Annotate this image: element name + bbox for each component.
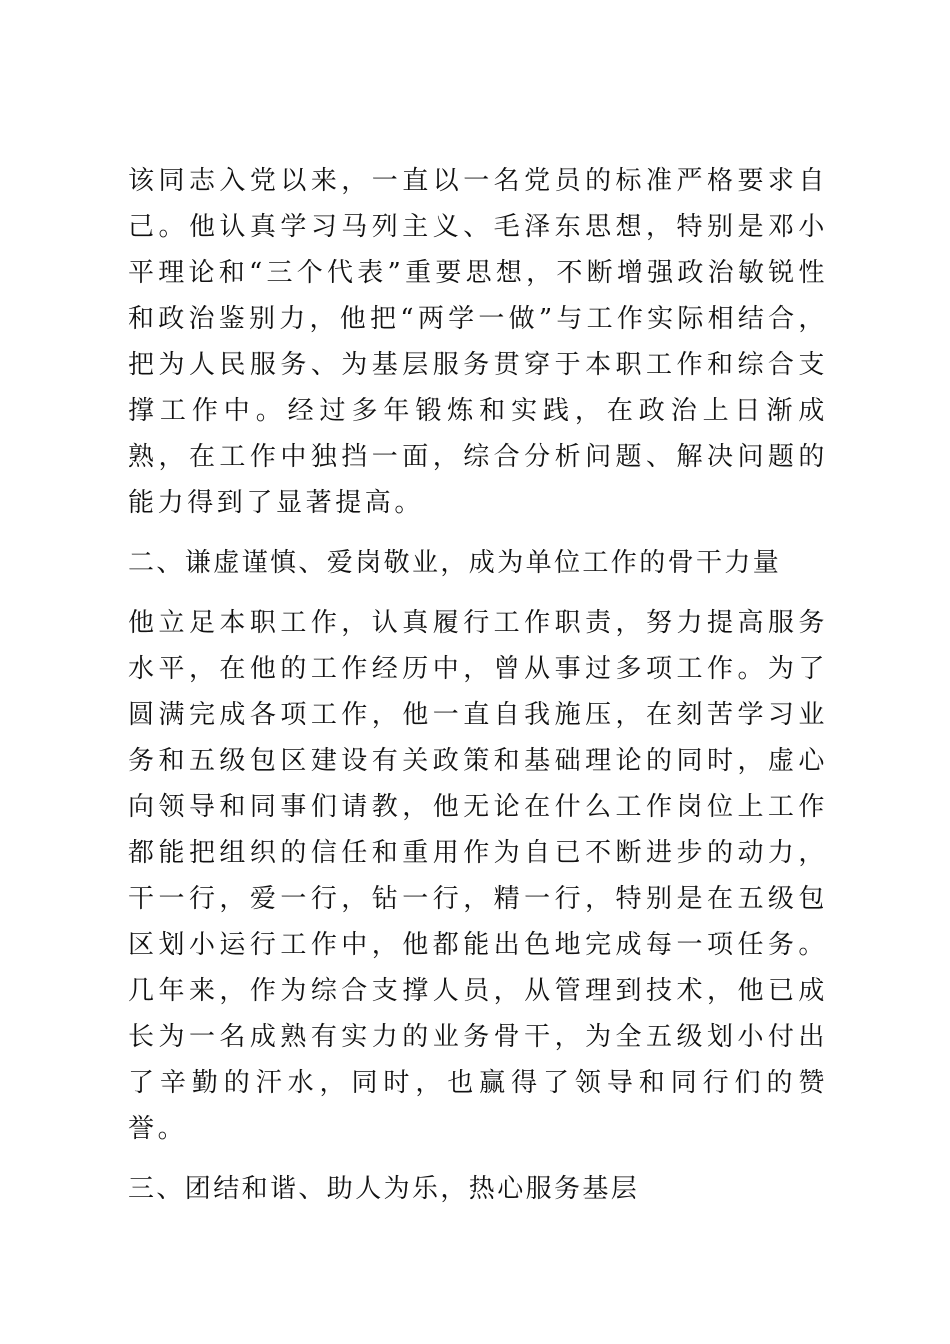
section-heading-two: 二、谦虚谨慎、爱岗敬业，成为单位工作的骨干力量 bbox=[128, 548, 782, 578]
paragraph-spacer bbox=[128, 1152, 828, 1166]
paragraph-spacer bbox=[128, 586, 828, 600]
paragraph-work-dedication: 他立足本职工作，认真履行工作职责，努力提高服务水平，在他的工作经历中，曾从事过多项工作。为了圆满完成各项工作，他一直自我施压，在刻苦学习业务和五级包区建设有关政策和基础理论的同时，虚心向领导和同事们请教，他无论在什么工作岗位上工作都能把组织的信任和重用作为自已不断进步的动力，干一行，爱一行，钻一行，精一行，特别是在五级包区划小运行工作中，他都能出色地完成每一项任务。几年来，作为综合支撑人员，从管理到技术，他已成长为一名成熟有实力的业务骨干，为全五级划小付出了辛勤的汗水，同时，也赢得了领导和同行们的赞誉。 bbox=[128, 608, 828, 1144]
section-heading-three: 三、团结和谐、助人为乐，热心服务基层 bbox=[128, 1174, 640, 1204]
paragraph-spacer bbox=[128, 526, 828, 540]
document-body bbox=[128, 158, 828, 1212]
paragraph-party-standards: 该同志入党以来，一直以一名党员的标准严格要求自己。他认真学习马列主义、毛泽东思想，特别是邓小平理论和“三个代表”重要思想，不断增强政治敏锐性和政治鉴别力，他把“两学一做”与工作实际相结合，把为人民服务、为基层服务贯穿于本职工作和综合支撑工作中。经过多年锻炼和实践，在政治上日渐成熟，在工作中独挡一面，综合分析问题、解决问题的能力得到了显著提高。 bbox=[128, 166, 828, 518]
